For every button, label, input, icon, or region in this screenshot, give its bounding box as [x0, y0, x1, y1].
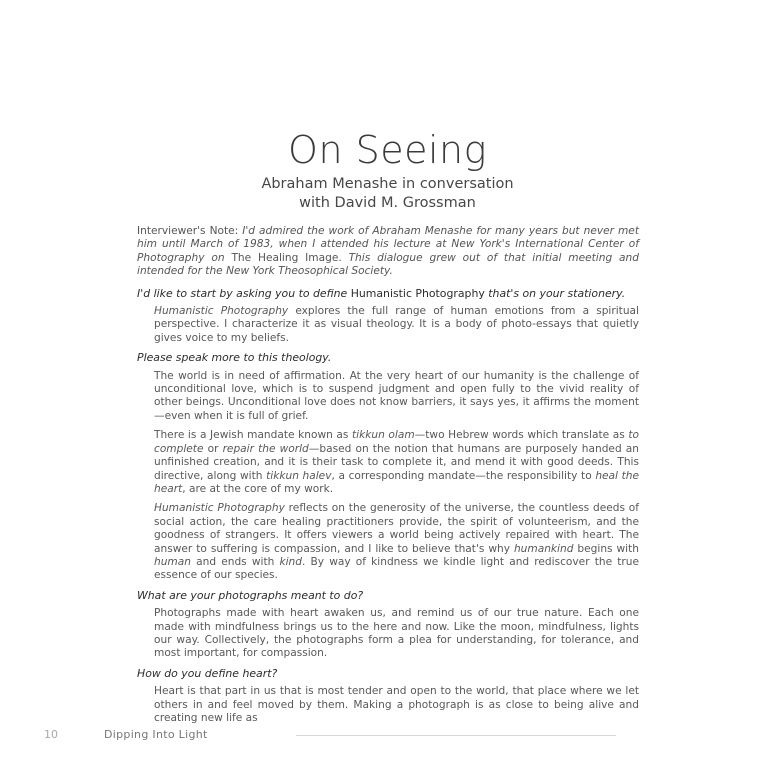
question-4: How do you define heart? [137, 666, 278, 680]
answer-text: —based on the notion that humans are purposely handed an unfinished creation, and it is their task to complete it, and mend it with good deeds. This directive, along with [154, 442, 639, 482]
question-3: What are your photographs meant to do? [137, 588, 364, 602]
question-term: Humanistic Photography [350, 286, 485, 300]
answer-emphasis: to complete [154, 429, 639, 455]
answer-emphasis: Humanistic Photography [154, 305, 289, 318]
answer-emphasis: kind [279, 555, 302, 568]
question-text: I'd like to start by asking you to define [137, 286, 351, 300]
answer-text: explores the full range of human emotions from a spiritual perspective. I characterize it as visual theology. It is a body of photo-essays that quietly gives voice to my beliefs. [154, 305, 639, 344]
answer-emphasis: humankind [513, 542, 574, 555]
question-1 [137, 287, 639, 300]
answer-emphasis: human [154, 555, 191, 568]
answer-emphasis: heal the heart [154, 469, 639, 495]
note-upright: The Healing Image. [231, 251, 342, 264]
answer-text: There is a Jewish mandate known as [154, 429, 353, 442]
answer-text: —two Hebrew words which translate as [414, 429, 629, 442]
answer-2a: The world is in need of affirmation. At the very heart of our humanity is the challenge of unconditional love, which is to suspend judgment and open fully to the vivid reality of other beings. Unconditional love does not know barriers, it says yes, it affirms the moment—even when it is full of grief. [154, 369, 639, 422]
answer-3: Photographs made with heart awaken us, and remind us of our true nature. Each one made with mindfulness brings us to the here and now. Like the moon, mindfulness, lights our way. Collectively, the photographs form a plea for understanding, for tolerance, and most important, for compassion. [154, 607, 639, 660]
page-number: 10 [44, 728, 58, 741]
answer-emphasis: tikkun halev [266, 469, 332, 482]
subtitle-line-2: with David M. Grossman [299, 195, 476, 211]
answer-emphasis: Humanistic Photography [154, 502, 285, 515]
running-footer-title: Dipping Into Light [104, 728, 208, 741]
answer-text: . By way of kindness we kindle light and rediscover the true essence of our species. [154, 555, 639, 582]
answer-1 [154, 305, 639, 345]
note-text-1: I'd admired the work of Abraham Menashe for many years but never met him until March of 1983, when I attended his lecture at New York's International Center of Photography on [137, 225, 639, 264]
answer-emphasis: tikkun olam [352, 429, 415, 442]
answer-text: and ends with [190, 555, 280, 568]
subtitle [0, 175, 775, 213]
question-text: that's on your stationery. [484, 286, 626, 300]
answer-emphasis: repair the world [222, 442, 309, 455]
article-body [137, 225, 639, 731]
answer-text: begins with [573, 542, 639, 555]
note-label: Interviewer's Note: [137, 225, 243, 237]
interviewer-note [137, 225, 639, 279]
question-2: Please speak more to this theology. [137, 351, 332, 365]
note-text-2: This dialogue grew out of that initial meeting and intended for the New York Theosophical Society. [137, 251, 639, 278]
answer-text: , are at the core of my work. [182, 482, 334, 495]
answer-text: , a corresponding mandate—the responsibility to [331, 469, 596, 482]
answer-4: Heart is that part in us that is most tender and open to the world, that place where we let others in and feel moved by them. Making a photograph is as close to being alive and creating new life as [154, 685, 639, 724]
footer-divider [296, 735, 616, 736]
page-title: On Seeing [288, 128, 487, 172]
answer-2c [154, 502, 639, 582]
answer-2b [154, 429, 639, 496]
answer-text: or [203, 442, 223, 455]
subtitle-line-1: Abraham Menashe in conversation [261, 176, 514, 192]
answer-text: reflects on the generosity of the universe, the countless deeds of social action, the care healing practitioners provide, the spirit of volunteerism, and the goodness of strangers. It offers viewers a world being actively repaired with heart. The answer to suffering is compassion, and I like to believe that's why [154, 502, 639, 555]
